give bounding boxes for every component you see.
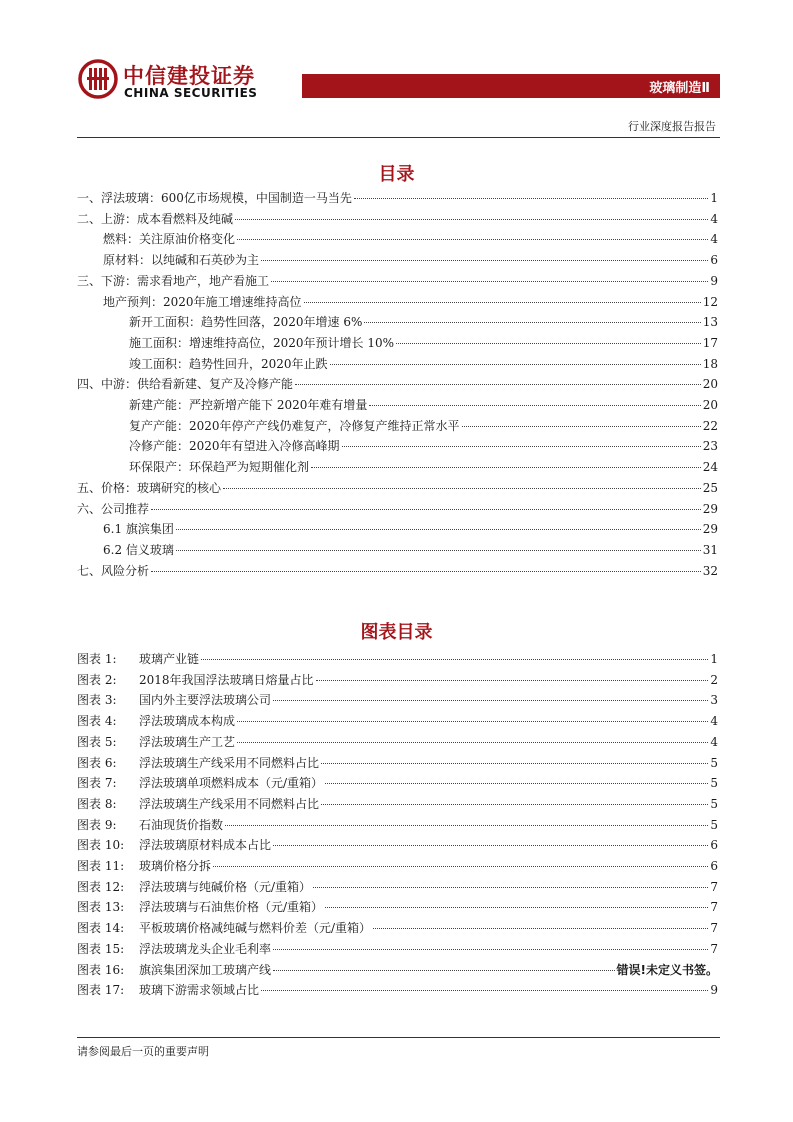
figure-entry-number: 图表 15: (77, 941, 125, 956)
industry-label: 玻璃制造Ⅱ (649, 81, 710, 96)
figure-entry-page: 2 (710, 672, 718, 687)
leader-dots (201, 658, 708, 660)
leader-dots (223, 487, 701, 489)
figure-entry-page: 5 (710, 817, 718, 832)
toc-entry-page: 18 (702, 356, 718, 371)
toc-entry[interactable] (129, 334, 718, 354)
toc-entry-label: 复产产能：2020年停产产线仍难复产，冷修复产维持正常水平 (129, 418, 460, 433)
figure-entry-label: 浮法玻璃生产线采用不同燃料占比 (139, 755, 320, 770)
leader-dots (364, 321, 700, 323)
toc-entry-label: 一、浮法玻璃：600亿市场规模，中国制造一马当先 (77, 191, 352, 205)
figure-entry-page: 5 (710, 796, 718, 811)
leader-dots (311, 466, 701, 468)
toc-entry-page: 29 (702, 522, 718, 537)
toc-entry[interactable] (129, 313, 718, 333)
figure-entry-number: 图表 13: (77, 900, 125, 915)
leader-dots (151, 570, 701, 572)
footer-divider (77, 1037, 720, 1038)
figure-entry-number: 图表 8: (77, 796, 117, 811)
figure-entry-page: 4 (710, 734, 718, 749)
figure-entry-number: 图表 10: (77, 838, 125, 853)
figure-entry[interactable] (77, 857, 718, 877)
figure-entry[interactable] (77, 836, 718, 856)
toc-entry[interactable] (129, 355, 718, 375)
figure-entry-label: 浮法玻璃生产线采用不同燃料占比 (139, 796, 320, 811)
figure-entry-page: 7 (710, 879, 718, 894)
leader-dots (273, 699, 708, 701)
leader-dots (273, 948, 708, 950)
toc-entry-label: 六、公司推荐 (77, 501, 150, 516)
toc-entry-label: 6.1 旗滨集团 (103, 522, 174, 537)
figure-entry-number: 图表 12: (77, 879, 125, 894)
figure-entry-label: 浮法玻璃原材料成本占比 (139, 838, 272, 853)
header-divider (77, 137, 720, 138)
figure-entry-number: 图表 6: (77, 755, 117, 770)
toc-entry[interactable] (103, 251, 718, 271)
toc-entry-page: 29 (702, 501, 718, 516)
figure-entry-number: 图表 9: (77, 817, 117, 832)
leader-dots (151, 508, 701, 510)
leader-dots (342, 445, 701, 447)
leader-dots (273, 844, 708, 846)
figure-entry-number: 图表 14: (77, 921, 125, 936)
toc-entry-label: 五、价格：玻璃研究的核心 (77, 480, 222, 495)
toc-entry[interactable] (129, 437, 718, 457)
figure-entry-label: 浮法玻璃龙头企业毛利率 (139, 941, 272, 956)
toc-entry-page: 17 (702, 335, 718, 350)
industry-band (302, 74, 720, 98)
brand-name-en: CHINA SECURITIES (124, 86, 258, 100)
leader-dots (213, 865, 708, 867)
figure-entry-page: 6 (710, 838, 718, 853)
toc-entry-page: 20 (702, 377, 718, 392)
toc-entry[interactable] (77, 189, 718, 209)
toc-title: 目录 (378, 164, 415, 185)
figure-entry-label: 平板玻璃价格减纯碱与燃料价差（元/重箱） (139, 921, 372, 936)
leader-dots (176, 549, 701, 551)
figure-entry[interactable] (77, 671, 718, 691)
figure-entry[interactable] (77, 940, 718, 960)
leader-dots (225, 824, 708, 826)
toc-entry-label: 燃料：关注原油价格变化 (103, 232, 236, 247)
toc-entry[interactable] (77, 500, 718, 520)
figure-entry-label: 浮法玻璃单项燃料成本（元/重箱） (139, 776, 324, 791)
toc-entry[interactable] (103, 520, 718, 540)
leader-dots (304, 301, 701, 303)
toc-entry[interactable] (77, 375, 718, 395)
figure-entry-page: 5 (710, 776, 718, 791)
figure-entry-label: 玻璃下游需求领域占比 (139, 983, 260, 998)
toc-entry[interactable] (103, 541, 718, 561)
brand-name-cn: 中信建投证券 (123, 64, 255, 88)
toc-entry-page: 9 (710, 273, 718, 288)
toc-entry-label: 新建产能：严控新增产能下 2020年难有增量 (129, 398, 368, 412)
figure-entry[interactable] (77, 650, 718, 670)
toc-entry-page: 31 (702, 542, 718, 557)
leader-dots (330, 363, 701, 365)
toc-entry[interactable] (77, 272, 718, 292)
toc-entry-label: 环保限产：环保趋严为短期催化剂 (129, 460, 310, 475)
figure-entry[interactable] (77, 961, 718, 981)
figure-entry[interactable] (77, 754, 718, 774)
toc-entry-page: 6 (710, 253, 718, 268)
figure-entry-page: 3 (710, 693, 718, 708)
leader-dots (325, 906, 708, 908)
leader-dots (396, 342, 701, 344)
figure-entry-label: 浮法玻璃成本构成 (139, 714, 236, 729)
figure-entry-page: 4 (710, 714, 718, 729)
toc-entry-label: 四、中游：供给看新建、复产及冷修产能 (77, 377, 294, 392)
leader-dots (295, 383, 701, 385)
toc-entry-page: 32 (702, 563, 718, 578)
page-header (0, 0, 793, 140)
figure-entry[interactable] (77, 691, 718, 711)
report-type: 行业深度报告报告 (628, 120, 716, 133)
toc-entry-label: 竣工面积：趋势性回升，2020年止跌 (129, 356, 328, 371)
toc-entry-page: 23 (702, 439, 718, 454)
toc-entry-label: 新开工面积：趋势性回落，2020年增速 6% (129, 315, 363, 330)
toc-entry-label: 地产预判：2020年施工增速维持高位 (103, 294, 302, 309)
toc-entry-page: 4 (710, 211, 718, 226)
toc-entry-label: 6.2 信义玻璃 (103, 542, 174, 557)
figure-entry[interactable] (77, 712, 718, 732)
figure-entry[interactable] (77, 981, 718, 1001)
figure-entry[interactable] (77, 898, 718, 918)
toc-entry-label: 二、上游：成本看燃料及纯碱 (77, 211, 234, 226)
toc-entry[interactable] (129, 396, 718, 416)
figure-entry-number: 图表 11: (77, 859, 125, 873)
figures-title: 图表目录 (360, 622, 433, 643)
figure-entry-number: 图表 3: (77, 693, 117, 708)
toc-entry-page: 25 (702, 480, 718, 495)
toc-entry-page: 20 (702, 398, 718, 412)
leader-dots (237, 720, 708, 722)
toc-entry-label: 七、风险分析 (77, 563, 150, 578)
figure-entry[interactable] (77, 795, 718, 815)
figure-entry-page: 7 (710, 900, 718, 915)
leader-dots (237, 741, 708, 743)
figure-entry-label: 玻璃价格分拆 (139, 859, 212, 873)
figure-entry-page: 7 (710, 941, 718, 956)
toc-entry[interactable] (129, 417, 718, 437)
figure-entry-number: 图表 16: (77, 962, 125, 977)
figure-entry[interactable] (77, 919, 718, 939)
figure-entry-label: 旗滨集团深加工玻璃产线 (139, 962, 272, 977)
leader-dots (261, 989, 708, 991)
leader-dots (325, 782, 708, 784)
toc-entry[interactable] (129, 458, 718, 478)
figure-entry-number: 图表 17: (77, 983, 125, 998)
figure-entry-page: 7 (710, 921, 718, 936)
figure-entry-label: 玻璃产业链 (139, 652, 200, 666)
leader-dots (373, 927, 708, 929)
figure-entry[interactable] (77, 774, 718, 794)
toc-entry[interactable] (77, 562, 718, 582)
toc-entry[interactable] (77, 210, 718, 230)
toc-entry[interactable] (103, 230, 718, 250)
leader-dots (237, 238, 708, 240)
figure-entry[interactable] (77, 878, 718, 898)
toc-entry[interactable] (103, 293, 718, 313)
figure-entry-number: 图表 5: (77, 734, 117, 749)
figure-entry-number: 图表 1: (77, 652, 117, 666)
figure-entry-label: 浮法玻璃生产工艺 (139, 734, 236, 749)
leader-dots (271, 280, 708, 282)
leader-dots (321, 762, 708, 764)
figure-entry-number: 图表 4: (77, 714, 117, 729)
figure-entry[interactable] (77, 733, 718, 753)
figure-entry-number: 图表 7: (77, 776, 117, 791)
leader-dots (369, 404, 700, 406)
figure-entry-page: 1 (710, 652, 718, 666)
toc-entry-label: 原材料：以纯碱和石英砂为主 (103, 253, 260, 268)
toc-entry-label: 冷修产能：2020年有望进入冷修高峰期 (129, 439, 340, 454)
leader-dots (313, 886, 708, 888)
figure-entry[interactable] (77, 816, 718, 836)
footer-disclaimer: 请参阅最后一页的重要声明 (77, 1045, 209, 1058)
toc-entry-page: 13 (702, 315, 718, 330)
figure-entry-number: 图表 2: (77, 672, 117, 687)
china-securities-logo-icon (78, 59, 118, 99)
figure-entry-page: 9 (710, 983, 718, 998)
figure-entry-page: 6 (710, 859, 718, 873)
leader-dots (235, 218, 708, 220)
toc-entry-page: 24 (702, 460, 718, 475)
leader-dots (316, 679, 709, 681)
figure-entry-label: 国内外主要浮法玻璃公司 (139, 693, 272, 708)
toc-entry-label: 三、下游：需求看地产，地产看施工 (77, 273, 270, 288)
figure-entry-page: 错误!未定义书签。 (616, 962, 718, 977)
toc-entry-label: 施工面积：增速维持高位，2020年预计增长 10% (129, 335, 395, 350)
leader-dots (321, 803, 708, 805)
figure-entry-label: 石油现货价指数 (139, 817, 224, 832)
leader-dots (273, 969, 615, 971)
leader-dots (261, 259, 708, 261)
leader-dots (462, 425, 701, 427)
figure-entry-label: 浮法玻璃与石油焦价格（元/重箱） (139, 900, 324, 915)
leader-dots (176, 528, 701, 530)
toc-entry-page: 22 (702, 418, 718, 433)
figure-entry-page: 5 (710, 755, 718, 770)
figure-entry-label: 浮法玻璃与纯碱价格（元/重箱） (139, 879, 312, 894)
toc-entry-page: 12 (702, 294, 718, 309)
toc-entry-page: 1 (710, 191, 718, 205)
toc-entry[interactable] (77, 479, 718, 499)
toc-entry-page: 4 (710, 232, 718, 247)
figure-entry-label: 2018年我国浮法玻璃日熔量占比 (139, 672, 314, 687)
leader-dots (354, 197, 708, 199)
